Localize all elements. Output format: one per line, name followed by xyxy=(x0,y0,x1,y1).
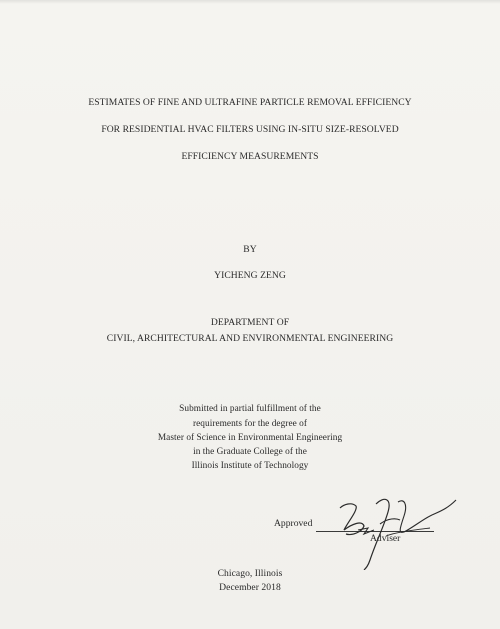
location: Chicago, Illinois xyxy=(217,568,283,579)
submission-line-3: Master of Science in Environmental Engineering xyxy=(157,433,343,443)
title-line-3: EFFICIENCY MEASUREMENTS xyxy=(181,151,319,162)
adviser-signature xyxy=(318,490,458,570)
department-label: DEPARTMENT OF xyxy=(210,317,290,328)
submission-date: December 2018 xyxy=(219,582,281,593)
approved-label: Approved xyxy=(274,518,313,529)
by-label: BY xyxy=(243,244,257,255)
title-line-2: FOR RESIDENTIAL HVAC FILTERS USING IN-SITU SIZE-RESOLVED xyxy=(101,124,399,135)
scan-edge-shadow xyxy=(0,0,500,4)
submission-line-5: Illinois Institute of Technology xyxy=(191,461,309,471)
adviser-label: Adviser xyxy=(370,533,401,544)
submission-line-4: in the Graduate College of the xyxy=(193,447,307,457)
department-name: CIVIL, ARCHITECTURAL AND ENVIRONMENTAL ENGINEERING xyxy=(106,333,394,344)
title-line-1: ESTIMATES OF FINE AND ULTRAFINE PARTICLE REMOVAL EFFICIENCY xyxy=(88,97,412,108)
author-name: YICHENG ZENG xyxy=(214,270,286,281)
submission-line-1: Submitted in partial fulfillment of the xyxy=(179,404,321,414)
submission-line-2: requirements for the degree of xyxy=(192,419,308,429)
